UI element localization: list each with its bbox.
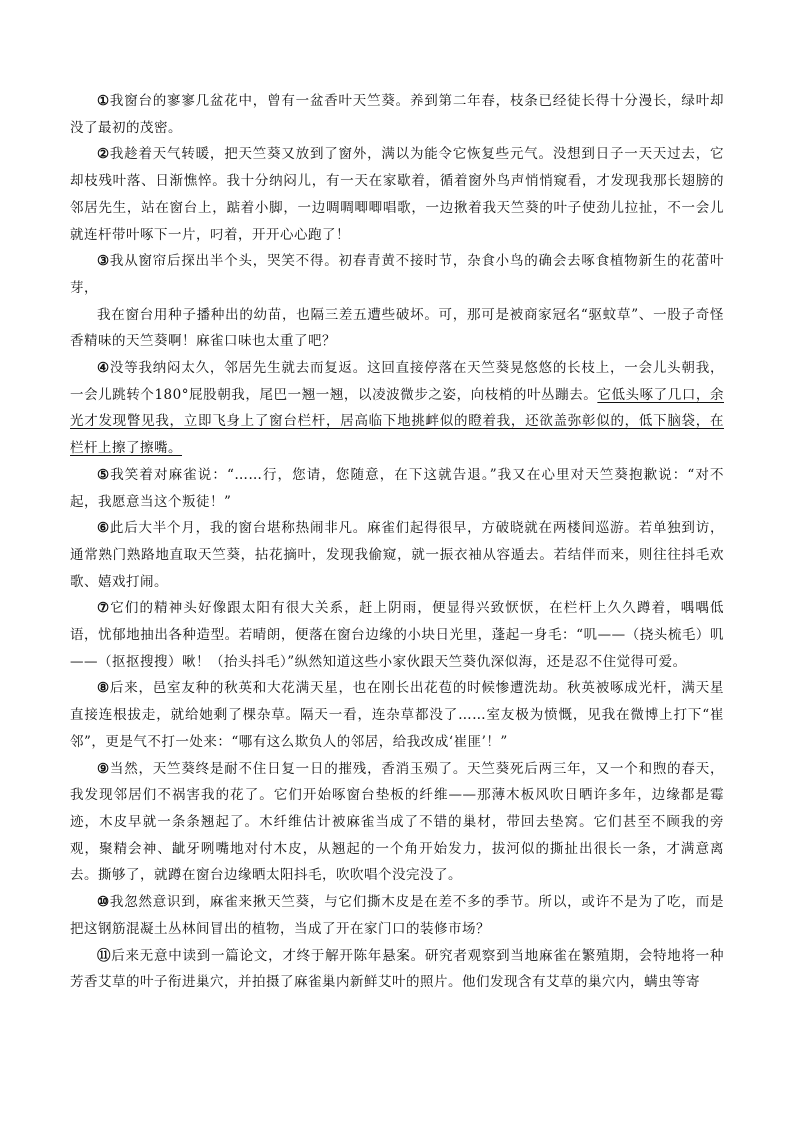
- paragraph-7: [70, 595, 724, 675]
- paragraph-number: ③: [97, 253, 110, 270]
- paragraph-1: [70, 88, 724, 141]
- paragraph-text: 没等我纳闷太久，邻居先生就去而复返。这回直接停落在天竺葵晃悠悠的长枝上，一会儿头朝我，一会儿跳转个180°屁股朝我，尾巴一翘一翘，以凌波微步之姿，向枝梢的叶丛蹦去。: [70, 360, 725, 403]
- paragraph-8: [70, 675, 724, 755]
- paragraph-number: ⑪: [97, 947, 112, 964]
- paragraph-text: 我趁着天气转暖，把天竺葵又放到了窗外，满以为能令它恢复些元气。没想到日子一天天过去，它却枝残叶落、日渐憔悴。我十分纳闷儿，有一天在家歇着，循着窗外鸟声悄悄窥看，才发现我那长翅膀的邻居先生，站在窗台上，踮着小脚，一边啁啁唧唧唱歌，一边揪着我天竺葵的叶子使劲儿拉扯，不一会儿就连杆带叶啄下一片，叼着，开开心心跑了！: [70, 146, 725, 243]
- paragraph-2: [70, 141, 724, 248]
- paragraph-5: [70, 462, 724, 515]
- paragraph-number: ⑩: [97, 894, 110, 911]
- paragraph-text: 此后大半个月，我的窗台堪称热闹非凡。麻雀们起得很早，方破晓就在两楼间巡游。若单独到访，通常熟门熟路地直取天竺葵，拈花摘叶，发现我偷窥，就一振衣袖从容遁去。若结伴而来，则往往抖毛欢歌、嬉戏打闹。: [70, 520, 725, 590]
- paragraph-number: ⑤: [97, 466, 111, 483]
- paragraph-text: 后来，邑室友种的秋英和大花满天星，也在刚长出花苞的时候惨遭洗劫。秋英被啄成光杆，满天星直接连根拔走，就给她剩了棵杂草。隔天一看，连杂草都没了……室友极为愤慨，见我在微博上打下“崔邻”，更是气不打一处来：“哪有这么欺负人的邻居，给我改成‘崔匪’！”: [70, 680, 725, 750]
- underlined-sentence: 它低头啄了几口，余光才发现瞥见我，立即飞身上了窗台栏杆，居高临下地挑衅似的瞪着我，还欲盖弥彰似的，低下脑袋，在栏杆上擦了擦嘴。: [70, 386, 724, 457]
- paragraph-3-continued: [70, 302, 724, 355]
- paragraph-text: 我忽然意识到，麻雀来揪天竺葵，与它们撕木皮是在差不多的季节。所以，或许不是为了吃，而是把这钢筋混凝土丛林间冒出的植物，当成了开在家门口的装修市场？: [70, 894, 725, 937]
- paragraph-text: 我从窗帘后探出半个头，哭笑不得。初春青黄不接时节，杂食小鸟的确会去啄食植物新生的花蕾叶芽，: [70, 253, 725, 296]
- paragraph-number: ⑧: [97, 680, 110, 697]
- paragraph-11: [70, 943, 724, 996]
- paragraph-number: ⑦: [97, 600, 111, 617]
- paragraph-number: ⑥: [97, 520, 110, 537]
- paragraph-text: 我笑着对麻雀说：“……行，您请，您随意，在下这就告退。”我又在心里对天竺葵抱歉说：“对不起，我愿意当这个叛徒！”: [70, 466, 724, 510]
- paragraph-text: 当然，天竺葵终是耐不住日复一日的摧残，香消玉殒了。天竺葵死后两三年，又一个和煦的春天，我发现邻居们不祸害我的花了。它们开始啄窗台垫板的纤维——那薄木板风吹日晒许多年，边缘都是霉迹，木皮早就一条条翘起了。木纤维估计被麻雀当成了不错的巢材，带回去垫窝。它们甚至不顾我的旁观，聚精会神、龇牙咧嘴地对付木皮，从翘起的一个角开始发力，拔河似的撕扯出很长一条，才满意离去。撕够了，就蹲在窗台边缘晒太阳抖毛，吹吹唱个没完没了。: [70, 760, 725, 884]
- paragraph-text: 后来无意中读到一篇论文，才终于解开陈年悬案。研究者观察到当地麻雀在繁殖期，会特地将一种芳香艾草的叶子衔进巢穴，并拍摄了麻雀巢内新鲜艾叶的照片。他们发现含有艾草的巢穴内，螨虫等寄: [70, 947, 725, 991]
- paragraph-number: ①: [97, 93, 110, 109]
- paragraph-text: 我在窗台用种子播种出的幼苗，也隔三差五遭些破坏。可，那可是被商家冠名“驱蚊草”、一股子奇怪香精味的天竺葵啊！麻雀口味也太重了吧？: [70, 306, 724, 350]
- paragraph-9: [70, 756, 724, 890]
- paragraph-number: ④: [97, 360, 110, 377]
- paragraph-text: 我窗台的寥寥几盆花中，曾有一盆香叶天竺葵。养到第二年春，枝条已经徒长得十分漫长，绿叶却没了最初的茂密。: [70, 93, 725, 136]
- paragraph-6: [70, 515, 724, 595]
- paragraph-text: 它们的精神头好像跟太阳有很大关系，赶上阴雨，便显得兴致恹恹，在栏杆上久久蹲着，喁喁低语，忧郁地抽出各种造型。若晴朗，便落在窗台边缘的小块日光里，蓬起一身毛：“叽——（挠头梳毛）叽——（抠抠搜搜）啾！（抬头抖毛）”纵然知道这些小家伙跟天竺葵仇深似海，还是忍不住觉得可爱。: [70, 600, 724, 670]
- essay-body: [70, 88, 724, 996]
- paragraph-4: [70, 355, 724, 462]
- paragraph-number: ⑨: [97, 760, 110, 777]
- paragraph-3: [70, 248, 724, 301]
- paragraph-number: ②: [97, 146, 110, 163]
- paragraph-10: [70, 889, 724, 942]
